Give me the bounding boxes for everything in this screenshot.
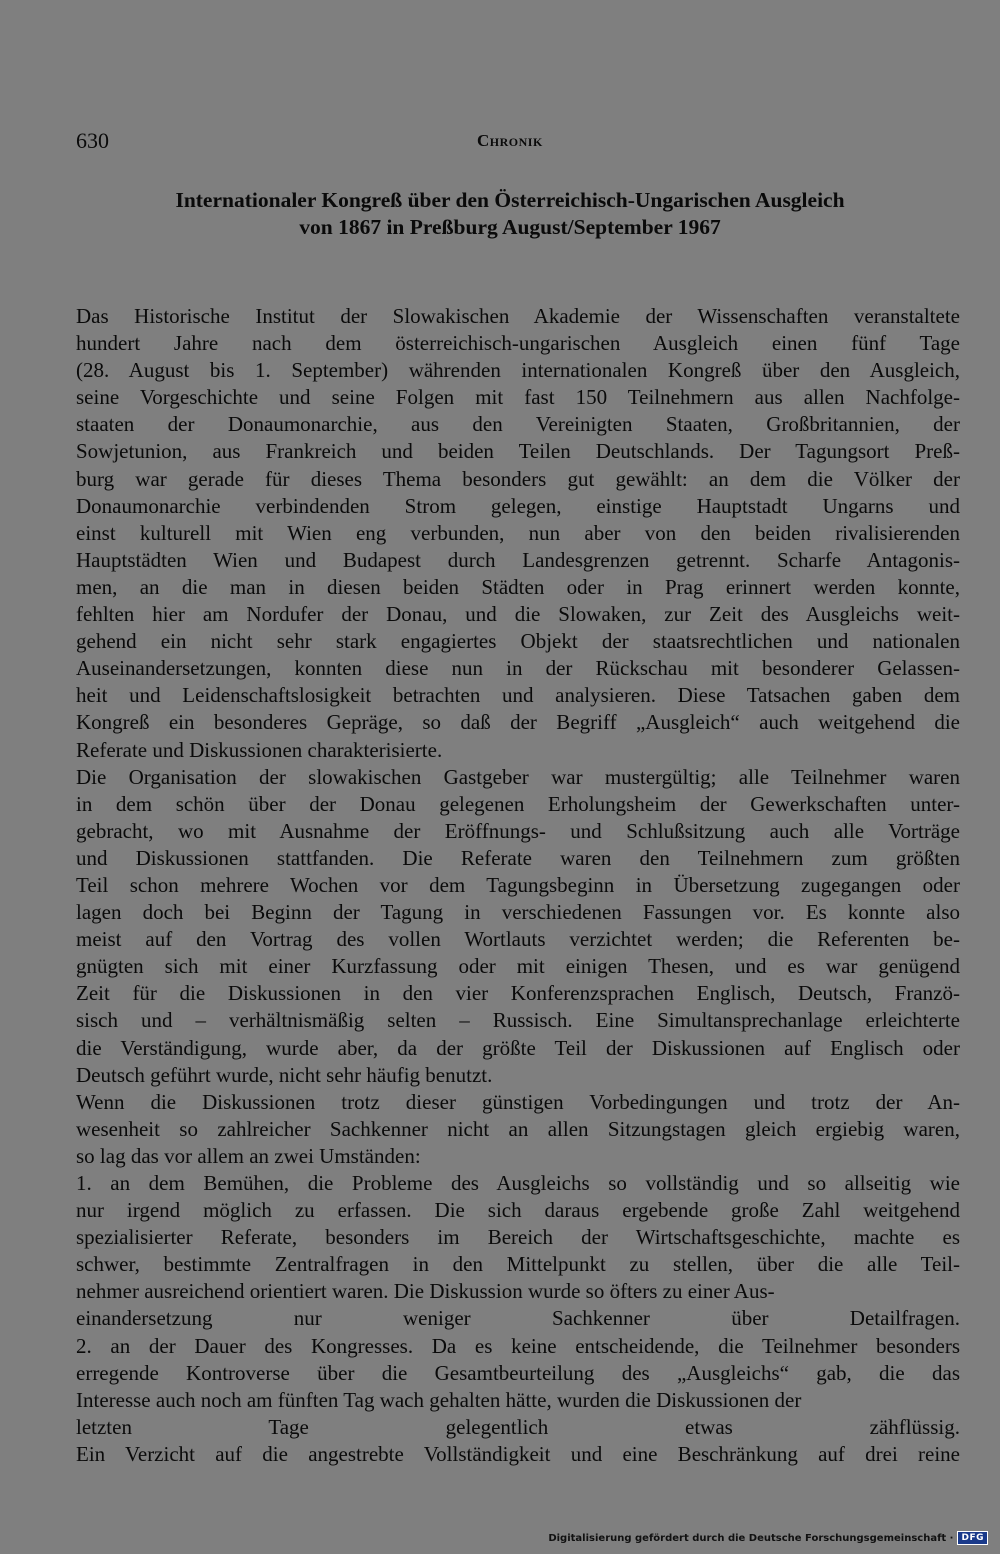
text-line: fehlten hier am Nordufer der Donau, und die Slowaken, zur Zeit des Ausgleichs weit- [76,602,960,627]
text-line: burg war gerade für dieses Thema besonders gut gewählt: an dem die Völker der [76,466,960,491]
text-line: seine Vorgeschichte und seine Folgen mit fast 150 Teilnehmern aus allen Nachfolge- [76,385,960,410]
article-title-line-2: von 1867 in Preßburg August/September 1967 [299,215,721,239]
text-line: gehend ein nicht sehr stark engagiertes Objekt der staatsrechtlichen und nationalen [76,629,960,654]
text-line: erregende Kontroverse über die Gesamtbeurteilung des „Ausgleichs“ gab, die das [76,1360,960,1385]
page-number: 630 [76,128,109,153]
text-line: die Verständigung, wurde aber, da der größte Teil der Diskussionen auf Englisch oder [76,1035,960,1060]
text-line: lagen doch bei Beginn der Tagung in verschiedenen Fassungen vor. Es konnte also [76,900,960,925]
text-line: men, an die man in diesen beiden Städten oder in Prag erinnert werden konnte, [76,574,960,599]
text-line: Referate und Diskussionen charakterisierte. [76,737,443,762]
dfg-logo: DFG [957,1531,988,1545]
text-line: letzten Tage gelegentlich etwas zähflüssig. [76,1414,960,1439]
text-line: gebracht, wo mit Ausnahme der Eröffnungs- und Schlußsitzung auch alle Vorträge [76,818,960,843]
text-line: sisch und – verhältnismäßig selten – Russisch. Eine Simultansprechanlage erleichterte [76,1008,960,1033]
text-line: einandersetzung nur weniger Sachkenner über Detailfragen. [76,1306,960,1331]
digitization-footer [548,1530,988,1546]
text-line: schwer, bestimmte Zentralfragen in den Mittelpunkt zu stellen, über die alle Teil- [76,1252,960,1277]
text-line: nur irgend möglich zu erfassen. Die sich daraus ergebende große Zahl weitgehend [76,1198,960,1223]
text-line: (28. August bis 1. September) währenden internationalen Kongreß über den Ausgleich, [76,358,960,383]
text-line: spezialisierter Referate, besonders im Bereich der Wirtschaftsgeschichte, machte es [76,1225,960,1250]
text-line: Teil schon mehrere Wochen vor dem Tagungsbeginn in Übersetzung zugegangen oder [76,872,960,897]
text-line: Hauptstädten Wien und Budapest durch Landesgrenzen getrennt. Scharfe Antagonis- [76,547,960,572]
text-line: Zeit für die Diskussionen in den vier Konferenzsprachen Englisch, Deutsch, Franzö- [76,981,960,1006]
text-line: Ein Verzicht auf die angestrebte Vollständigkeit und eine Beschränkung auf drei reine [76,1441,960,1466]
text-line: und Diskussionen stattfanden. Die Referate waren den Teilnehmern zum größten [76,845,960,870]
text-line: hundert Jahre nach dem österreichisch-ungarischen Ausgleich einen fünf Tage [76,331,960,356]
text-line: staaten der Donaumonarchie, aus den Vereinigten Staaten, Großbritannien, der [76,412,960,437]
article-title-line-1: Internationaler Kongreß über den Österreichisch-Ungarischen Ausgleich [175,188,845,212]
text-line: Kongreß ein besonderes Gepräge, so daß der Begriff „Ausgleich“ auch weitgehend die [76,710,960,735]
text-line: Die Organisation der slowakischen Gastgeber war mustergültig; alle Teilnehmer waren [76,764,960,789]
text-line: einst kulturell mit Wien eng verbunden, nun aber von den beiden rivalisierenden [76,520,960,545]
text-line: Das Historische Institut der Slowakischen Akademie der Wissenschaften veranstaltete [76,304,960,328]
text-line: Interesse auch noch am fünften Tag wach gehalten hätte, wurden die Diskussionen der [76,1387,802,1412]
text-line: nehmer ausreichend orientiert waren. Die Diskussion wurde so öfters zu einer Aus- [76,1279,775,1304]
text-line: 2. an der Dauer des Kongresses. Da es keine entscheidende, die Teilnehmer besonders [76,1333,960,1358]
text-line: Auseinandersetzungen, konnten diese nun in der Rückschau mit besonderer Gelassen- [76,656,960,681]
text-line: gnügten sich mit einer Kurzfassung oder mit einigen Thesen, und es war genügend [76,954,960,979]
text-line: in dem schön über der Donau gelegenen Erholungsheim der Gewerkschaften unter- [76,791,960,816]
running-head: Chronik [477,131,543,150]
text-line: wesenheit so zahlreicher Sachkenner nicht an allen Sitzungstagen gleich ergiebig waren, [76,1116,960,1141]
text-line: Wenn die Diskussionen trotz dieser günstigen Vorbedingungen und trotz der An- [76,1089,960,1114]
text-line: so lag das vor allem an zwei Umständen: [76,1143,421,1168]
text-line: Sowjetunion, aus Frankreich und beiden Teilen Deutschlands. Der Tagungsort Preß- [76,439,960,464]
footer-text: Digitalisierung gefördert durch die Deutsche Forschungsgemeinschaft · [548,1532,954,1544]
text-line: meist auf den Vortrag des vollen Wortlauts verzichtet werden; die Referenten be- [76,927,960,952]
article-title [60,187,960,241]
text-line: 1. an dem Bemühen, die Probleme des Ausgleichs so vollständig und so allseitig wie [76,1171,960,1195]
text-line: Donaumonarchie verbindenden Strom gelegen, einstige Hauptstadt Ungarns und [76,493,960,518]
text-line: heit und Leidenschaftslosigkeit betrachten und analysieren. Diese Tatsachen gaben dem [76,683,960,708]
body-text [76,303,960,1468]
text-line: Deutsch geführt wurde, nicht sehr häufig benutzt. [76,1062,493,1087]
